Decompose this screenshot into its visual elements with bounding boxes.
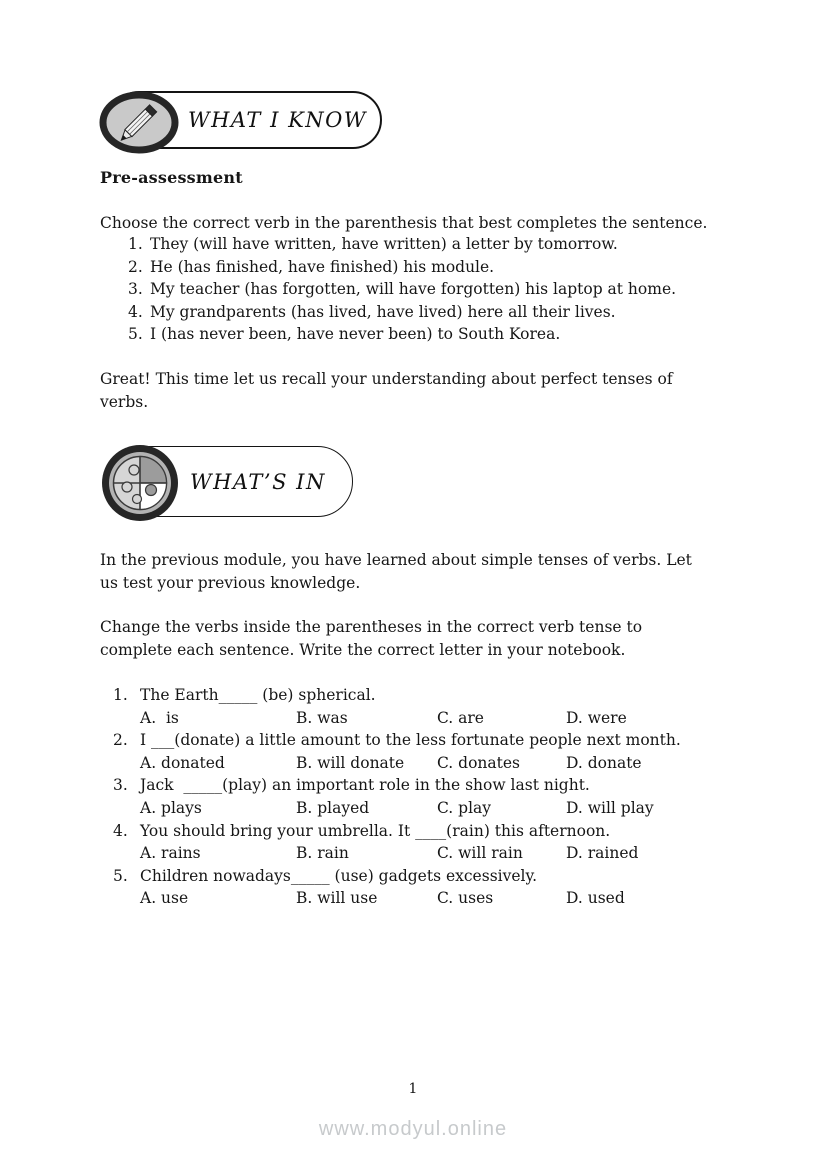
- pencil-icon: [99, 91, 179, 158]
- question-number: [113, 729, 140, 752]
- list-item-text: He (has finished, have finished) his module.: [150, 257, 495, 276]
- quiz-list: [113, 684, 681, 910]
- option-c: C. are: [437, 708, 484, 727]
- watermark: www.modyul.online: [318, 1118, 508, 1140]
- quiz-question: [113, 729, 681, 774]
- badge-whats-in-title: WHAT’S IN: [190, 469, 326, 494]
- list-item-text: My teacher (has forgotten, will have forgotten) his laptop at home.: [150, 280, 677, 298]
- question-text: I ___(donate) a little amount to the less fortunate people next month.: [140, 731, 681, 750]
- list-number: [128, 278, 150, 301]
- list-number: [128, 233, 150, 256]
- list-item-text: I (has never been, have never been) to South Korea.: [150, 325, 561, 343]
- list-item: [128, 278, 676, 301]
- paragraph-line: In the previous module, you have learned about simple tenses of verbs. Let: [100, 551, 692, 569]
- options-row: [113, 842, 681, 865]
- badge-what-i-know-title: WHAT I KNOW: [188, 108, 367, 132]
- paragraph-line: verbs.: [100, 392, 149, 411]
- question-number: [113, 774, 140, 797]
- option-b: B. will use: [296, 889, 378, 908]
- options-row: [113, 707, 681, 730]
- option-a: A. plays: [140, 798, 202, 817]
- quiz-question: [113, 820, 681, 865]
- option-a: A. donated: [140, 753, 225, 772]
- quiz-question: [113, 684, 681, 729]
- list-item-text: My grandparents (has lived, have lived) here all their lives.: [150, 302, 616, 321]
- paragraph-line: Great! This time let us recall your understanding about perfect tenses of: [100, 370, 673, 388]
- option-b: B. played: [296, 798, 370, 817]
- option-a: A. rains: [140, 844, 201, 863]
- list-number: [128, 256, 150, 279]
- option-a: A. is: [140, 708, 179, 727]
- pre-assessment-list: [128, 233, 676, 346]
- options-row: [113, 752, 681, 775]
- question-text: The Earth_____ (be) spherical.: [140, 686, 376, 704]
- list-number: [128, 301, 150, 324]
- paragraph-line: complete each sentence. Write the correct letter in your notebook.: [100, 640, 626, 659]
- option-c: C. will rain: [437, 844, 523, 863]
- option-b: B. rain: [296, 844, 349, 863]
- list-item-text: They (will have written, have written) a letter by tomorrow.: [150, 235, 618, 253]
- question-text: Jack _____(play) an important role in the show last night.: [140, 776, 590, 795]
- option-d: D. rained: [566, 844, 639, 863]
- whats-in-instruction: [100, 616, 642, 661]
- puzzle-icon: [99, 442, 181, 528]
- question-number: [113, 865, 140, 888]
- option-d: D. were: [566, 708, 627, 727]
- question-text: Children nowadays_____ (use) gadgets excessively.: [140, 866, 538, 885]
- option-d: D. used: [566, 889, 625, 908]
- option-c: C. play: [437, 798, 492, 817]
- whats-in-intro: [100, 549, 692, 594]
- list-item: [128, 323, 676, 346]
- quiz-question: [113, 865, 681, 910]
- options-row: [113, 797, 681, 820]
- question-number: [113, 820, 140, 843]
- paragraph-line: Change the verbs inside the parentheses in the correct verb tense to: [100, 618, 643, 636]
- option-d: D. will play: [566, 798, 654, 817]
- page-number: 1: [408, 1081, 418, 1097]
- quiz-question: [113, 774, 681, 819]
- closing-paragraph: [100, 368, 673, 413]
- option-b: B. will donate: [296, 753, 405, 772]
- option-b: B. was: [296, 708, 348, 727]
- list-item: [128, 256, 676, 279]
- option-c: C. donates: [437, 753, 520, 772]
- option-a: A. use: [140, 889, 189, 908]
- options-row: [113, 887, 681, 910]
- list-item: [128, 301, 676, 324]
- question-text: You should bring your umbrella. It ____(rain) this afternoon.: [140, 821, 611, 840]
- list-number: [128, 323, 150, 346]
- list-item: [128, 233, 676, 256]
- question-number: [113, 684, 140, 707]
- paragraph-line: us test your previous knowledge.: [100, 573, 361, 592]
- option-d: D. donate: [566, 753, 642, 772]
- pre-assessment-heading: Pre-assessment: [100, 168, 243, 187]
- option-c: C. uses: [437, 889, 494, 908]
- pre-assessment-instruction: Choose the correct verb in the parenthesis that best completes the sentence.: [100, 214, 708, 232]
